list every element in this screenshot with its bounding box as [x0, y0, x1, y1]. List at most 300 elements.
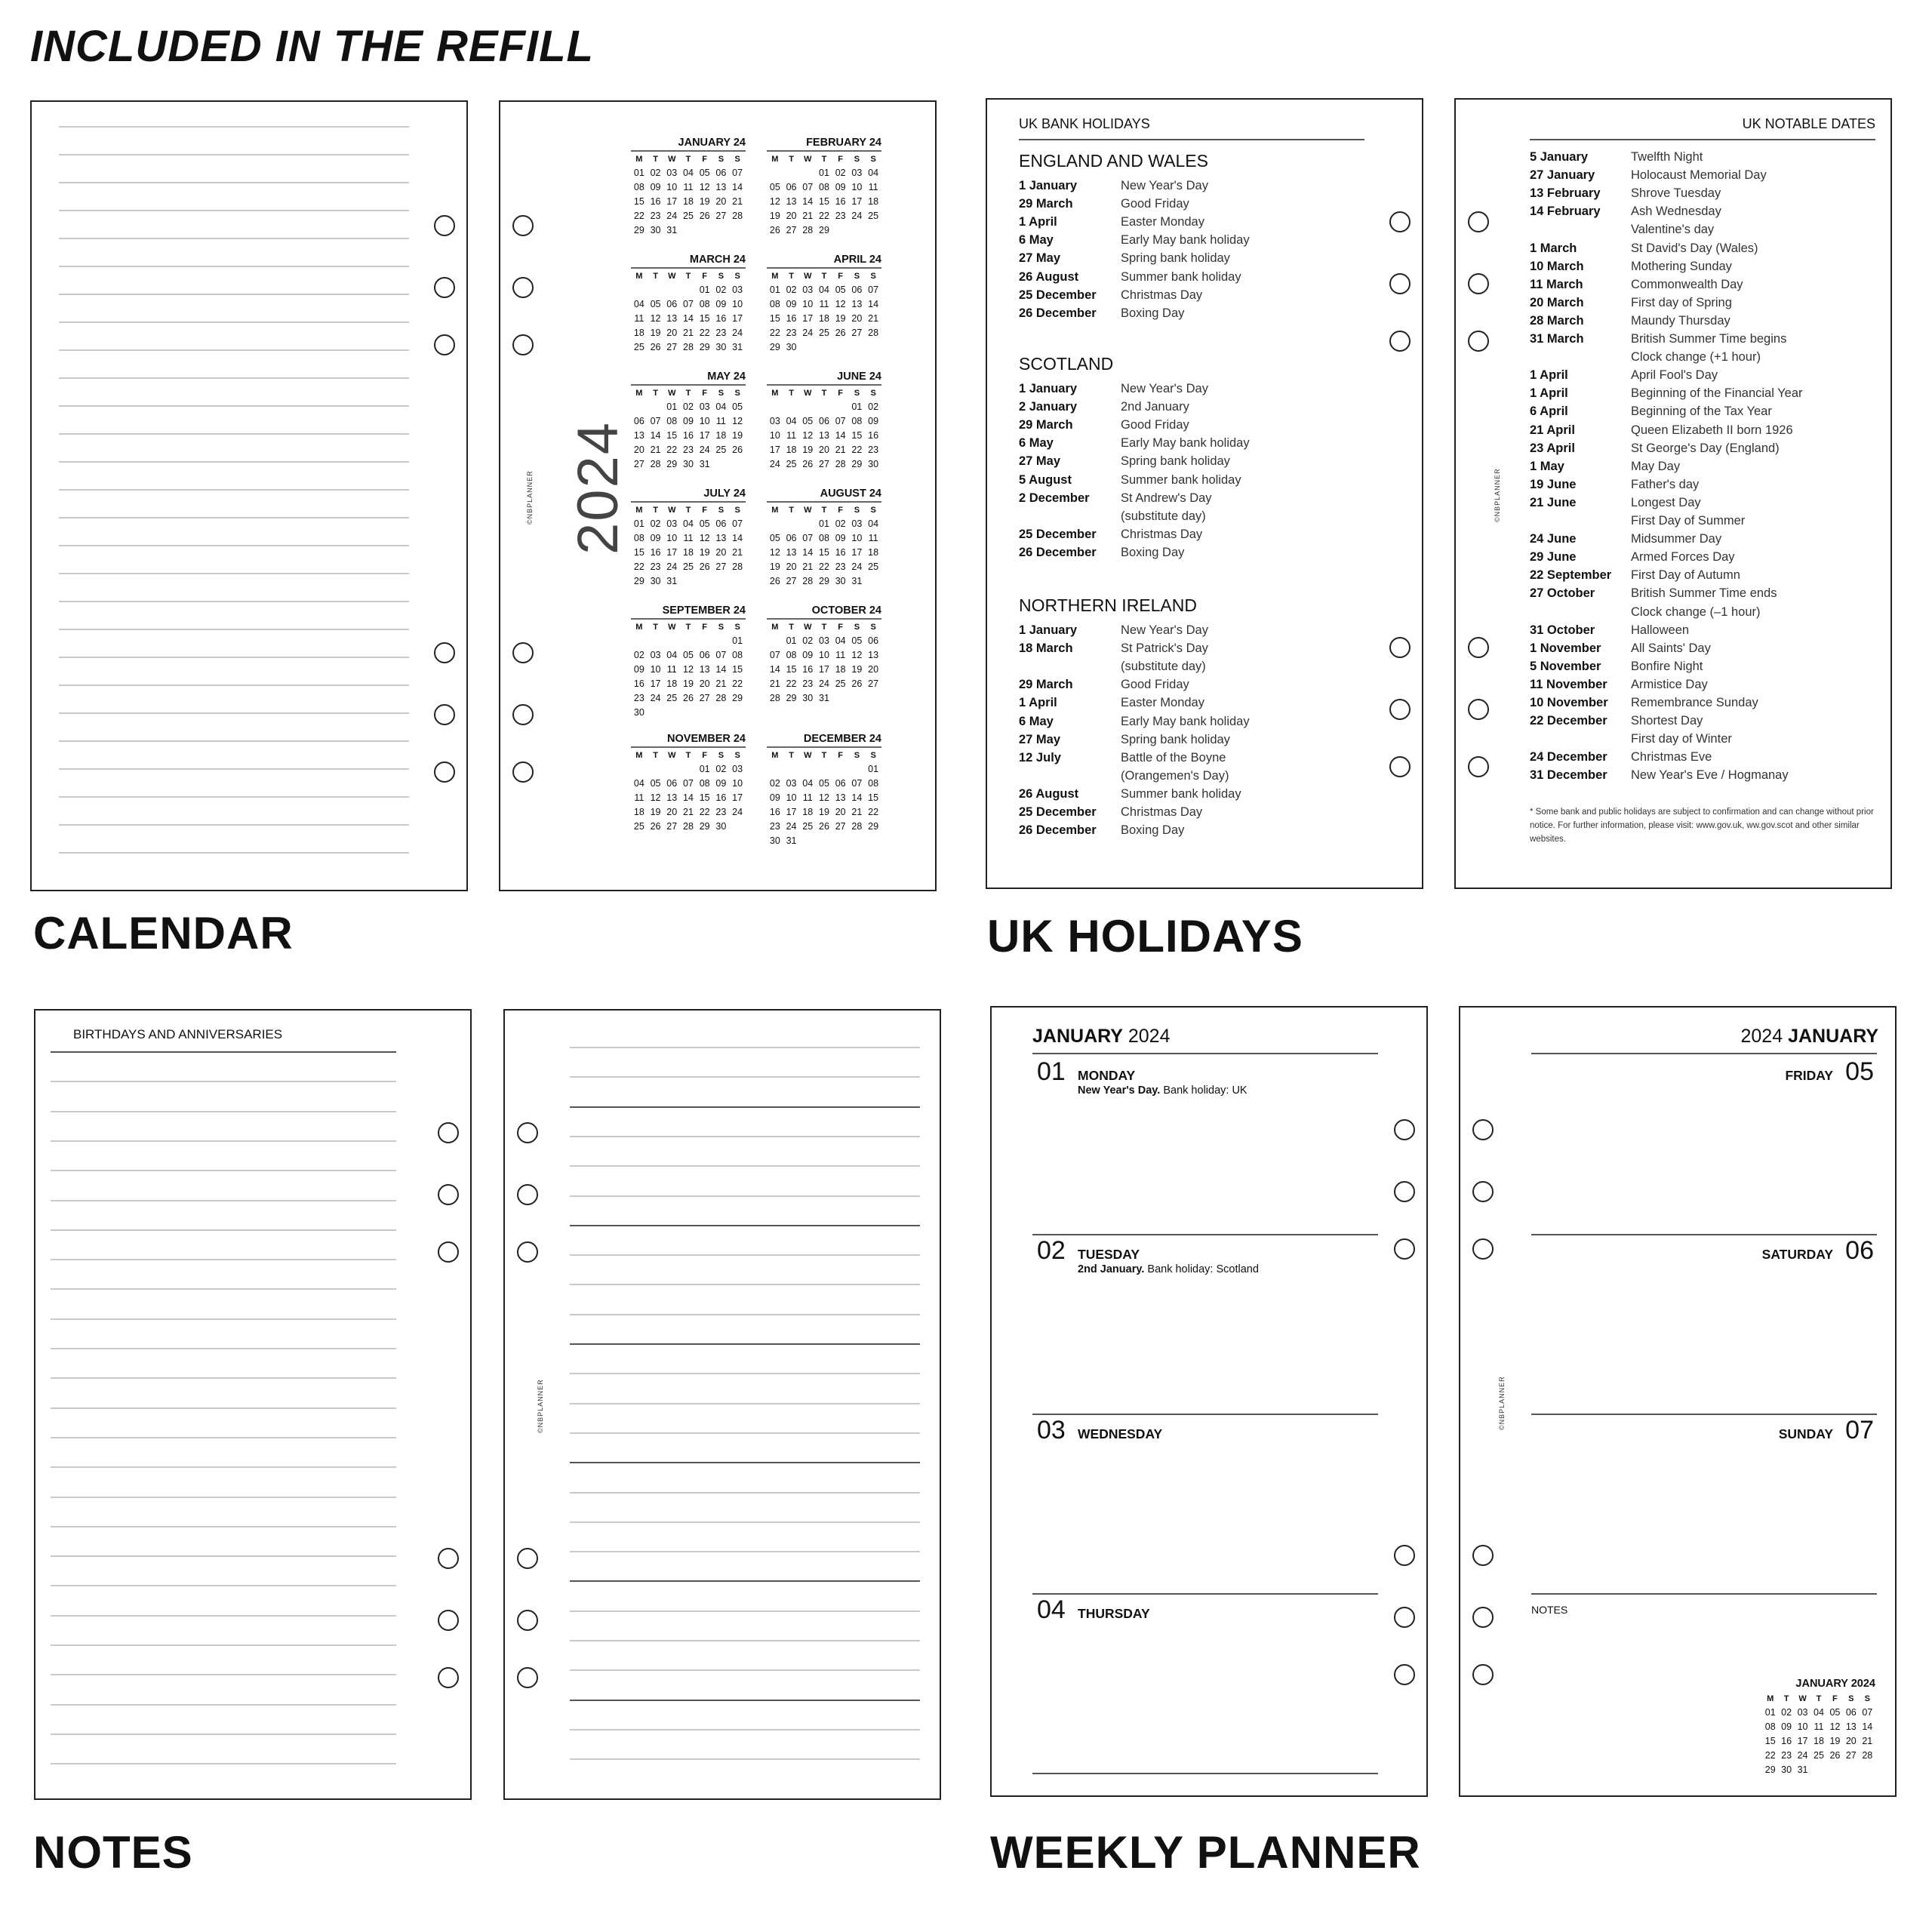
- punch-hole-icon: [1394, 1238, 1415, 1260]
- day-cell: 03: [666, 167, 678, 178]
- day-cell: 11: [868, 181, 878, 192]
- day-cell: 16: [683, 429, 694, 441]
- month-grid: [767, 387, 881, 471]
- weekday-cell: T: [685, 389, 691, 398]
- day-cell: 23: [868, 444, 879, 455]
- notable-name: All Saints' Day: [1631, 641, 1711, 655]
- day-cell: [663, 633, 680, 648]
- weekly-right-page: [1459, 1006, 1897, 1797]
- holiday-name: Summer bank holiday: [1121, 786, 1241, 801]
- ruled-line: [51, 1466, 396, 1468]
- holiday-name: (substitute day): [1121, 660, 1206, 674]
- day-cell: 14: [650, 429, 661, 441]
- day-cell: [648, 761, 664, 776]
- notable-row: [1530, 675, 1877, 694]
- notable-name: Commonwealth Day: [1631, 277, 1743, 291]
- day-cell: 25: [715, 444, 727, 455]
- day-number: 01: [1037, 1057, 1066, 1086]
- day-cell: 27: [666, 341, 678, 352]
- ruled-line: [570, 1729, 920, 1730]
- notable-row: [1530, 421, 1877, 439]
- day-cell: 23: [769, 820, 780, 832]
- day-cell: 28: [1862, 1749, 1873, 1761]
- birthdays-heading: BIRTHDAYS AND ANNIVERSARIES: [73, 1027, 283, 1041]
- day-note-text: Bank holiday: UK: [1160, 1084, 1247, 1097]
- notable-row: [1530, 766, 1877, 784]
- punch-hole-icon: [1389, 637, 1411, 658]
- day-cell: [849, 761, 866, 776]
- notable-row: [1530, 457, 1877, 475]
- ruled-line: [51, 1348, 396, 1349]
- day-cell: 10: [786, 792, 797, 803]
- day-number: 06: [1845, 1236, 1874, 1265]
- day-cell: 06: [715, 167, 727, 178]
- day-cell: 06: [851, 284, 863, 295]
- notable-name: Maundy Thursday: [1631, 313, 1730, 328]
- punch-hole-icon: [438, 1667, 459, 1688]
- punch-hole-icon: [1472, 1545, 1494, 1566]
- day-cell: 15: [699, 792, 710, 803]
- day-cell: [713, 574, 730, 588]
- day-cell: 24: [769, 458, 780, 469]
- holiday-date: 6 May: [1019, 714, 1054, 728]
- day-cell: 21: [715, 678, 727, 689]
- day-cell: 13: [819, 429, 829, 441]
- punch-hole-icon: [1472, 1607, 1494, 1628]
- notable-date: 10 November: [1530, 696, 1608, 709]
- day-cell: 27: [715, 561, 727, 572]
- day-cell: 01: [868, 763, 879, 774]
- notable-row: [1530, 220, 1877, 238]
- notable-name: Father's day: [1631, 477, 1700, 491]
- day-cell: 09: [1781, 1721, 1792, 1732]
- notable-date: 22 December: [1530, 714, 1607, 728]
- notable-date: 21 April: [1530, 423, 1575, 437]
- day-cell: 01: [699, 763, 710, 774]
- weekday-cell: T: [821, 155, 827, 164]
- day-cell: 03: [786, 777, 797, 789]
- notable-name: St George's Day (England): [1631, 441, 1780, 455]
- notable-name: Halloween: [1631, 623, 1690, 637]
- weekday-cell: M: [771, 506, 779, 515]
- day-cell: [832, 691, 849, 705]
- day-cell: 21: [835, 444, 846, 455]
- day-cell: 30: [650, 224, 661, 235]
- weekday-cell: M: [771, 623, 779, 632]
- notable-name: Mothering Sunday: [1631, 259, 1732, 273]
- day-cell: 24: [1797, 1749, 1808, 1761]
- day-cell: 20: [835, 806, 846, 817]
- day-cell: [648, 633, 664, 648]
- main-title: INCLUDED IN THE REFILL: [30, 22, 594, 71]
- notable-name: Twelfth Night: [1631, 150, 1703, 164]
- day-cell: 06: [633, 415, 645, 426]
- weekday-cell: F: [838, 155, 844, 164]
- weekday-cell: T: [685, 272, 691, 281]
- day-cell: 27: [786, 224, 797, 235]
- day-cell: 28: [769, 692, 780, 703]
- day-cell: 07: [732, 518, 743, 529]
- holiday-row: [1019, 452, 1366, 470]
- day-cell: 23: [786, 327, 797, 338]
- weekday-cell: S: [718, 506, 724, 515]
- day-cell: 31: [1797, 1764, 1808, 1775]
- holiday-row: [1019, 657, 1366, 675]
- day-cell: 04: [1814, 1706, 1824, 1718]
- day-cell: 12: [769, 195, 780, 207]
- month-grid: [767, 621, 881, 705]
- day-cell: 13: [851, 298, 863, 309]
- day-cell: 04: [683, 167, 694, 178]
- copyright-mark: ©NBPLANNER: [1498, 1376, 1506, 1430]
- ruled-line: [59, 294, 409, 295]
- day-cell: 23: [835, 561, 846, 572]
- day-cell: [832, 340, 849, 354]
- day-cell: 07: [683, 298, 694, 309]
- day-cell: 26: [769, 575, 780, 586]
- copyright-mark: ©NBPLANNER: [526, 470, 534, 525]
- weekday-cell: T: [653, 623, 658, 632]
- day-cell: [783, 761, 800, 776]
- weekday-cell: W: [668, 623, 676, 632]
- day-cell: 13: [835, 792, 846, 803]
- day-cell: 09: [650, 181, 661, 192]
- weekday-cell: S: [718, 272, 724, 281]
- notable-name: Remembrance Sunday: [1631, 696, 1758, 709]
- ruled-line: [570, 1254, 920, 1256]
- month-grid: [767, 153, 881, 237]
- day-cell: 02: [715, 763, 727, 774]
- day-cell: 13: [715, 532, 727, 543]
- day-cell: 03: [1797, 1706, 1808, 1718]
- day-cell: 16: [835, 195, 846, 207]
- notable-name: British Summer Time ends: [1631, 586, 1777, 601]
- weekday-cell: W: [804, 751, 812, 760]
- ruled-line: [51, 1644, 396, 1646]
- punch-hole-icon: [434, 215, 455, 236]
- day-number: 05: [1845, 1057, 1874, 1086]
- day-name: FRIDAY: [1785, 1068, 1833, 1083]
- day-cell: 03: [819, 635, 829, 646]
- day-cell: 04: [715, 401, 727, 412]
- ruled-line: [570, 1373, 920, 1374]
- day-cell: 22: [666, 444, 678, 455]
- day-cell: [713, 633, 730, 648]
- day-cell: [767, 761, 783, 776]
- day-cell: [680, 705, 697, 719]
- punch-hole-icon: [512, 215, 534, 236]
- day-cell: [697, 574, 713, 588]
- day-cell: 30: [868, 458, 879, 469]
- holiday-name: Early May bank holiday: [1121, 714, 1250, 728]
- weekday-cell: S: [854, 389, 860, 398]
- ruled-line: [51, 1555, 396, 1557]
- notable-row: [1530, 639, 1877, 657]
- notable-date: 24 June: [1530, 532, 1577, 546]
- day-cell: 16: [633, 678, 645, 689]
- day-cell: 22: [732, 678, 743, 689]
- day-cell: 31: [732, 341, 743, 352]
- notable-row: [1530, 202, 1877, 220]
- punch-hole-icon: [1472, 1664, 1494, 1685]
- weekday-cell: S: [718, 155, 724, 164]
- weekday-cell: W: [804, 155, 812, 164]
- holiday-date: 6 May: [1019, 233, 1054, 248]
- month-grid: [1762, 1693, 1875, 1777]
- day-cell: 30: [769, 835, 780, 846]
- day-cell: 06: [666, 298, 678, 309]
- day-cell: 30: [802, 692, 814, 703]
- day-note: [1078, 1084, 1247, 1097]
- ruled-line: [51, 1081, 396, 1082]
- ruled-line: [570, 1076, 920, 1078]
- day-cell: 15: [819, 195, 829, 207]
- weekday-cell: W: [804, 623, 812, 632]
- holiday-date: 27 May: [1019, 732, 1061, 746]
- day-cell: 13: [868, 649, 879, 660]
- day-cell: [663, 705, 680, 719]
- notable-row: [1530, 257, 1877, 275]
- weekday-cell: W: [668, 389, 676, 398]
- ruled-line: [51, 1111, 396, 1112]
- punch-hole-icon: [438, 1122, 459, 1143]
- notable-row: [1530, 530, 1877, 548]
- day-cell: 06: [699, 649, 710, 660]
- day-cell: 22: [633, 210, 645, 221]
- notes-lined-page: [503, 1009, 941, 1800]
- day-cell: 29: [633, 575, 645, 586]
- notable-date: 31 March: [1530, 332, 1584, 346]
- day-cell: 18: [786, 444, 797, 455]
- punch-hole-icon: [1394, 1664, 1415, 1685]
- holiday-name: New Year's Day: [1121, 382, 1208, 395]
- ruled-line: [51, 1407, 396, 1409]
- day-cell: 05: [1829, 1706, 1841, 1718]
- day-cell: 10: [851, 532, 863, 543]
- day-cell: 19: [650, 806, 661, 817]
- day-cell: 12: [1829, 1721, 1841, 1732]
- day-cell: [1843, 1762, 1859, 1777]
- holiday-row: [1019, 767, 1366, 785]
- holiday-name: St Andrew's Day: [1121, 491, 1212, 505]
- month-grid: [767, 270, 881, 354]
- ruled-line: [59, 349, 409, 351]
- day-cell: 10: [650, 663, 661, 675]
- day-cell: 06: [835, 777, 846, 789]
- day-cell: 21: [868, 312, 879, 324]
- ruled-line: [570, 1551, 920, 1552]
- ruled-line: [570, 1195, 920, 1197]
- day-cell: 21: [732, 546, 743, 558]
- day-cell: 02: [715, 284, 727, 295]
- day-cell: 20: [699, 678, 710, 689]
- day-cell: 24: [666, 210, 678, 221]
- ruled-line: [51, 1674, 396, 1675]
- title-rule: [1531, 1053, 1877, 1054]
- day-cell: 10: [802, 298, 814, 309]
- week-title-left: JANUARY 2024: [1032, 1026, 1171, 1047]
- holiday-date: 1 January: [1019, 382, 1078, 395]
- day-cell: 22: [851, 444, 863, 455]
- day-cell: 29: [786, 692, 797, 703]
- weekday-cell: T: [789, 506, 794, 515]
- day-cell: 02: [650, 518, 661, 529]
- day-cell: 06: [819, 415, 829, 426]
- notable-name: Holocaust Memorial Day: [1631, 168, 1767, 183]
- notable-row: [1530, 312, 1877, 330]
- day-cell: 11: [835, 649, 846, 660]
- notable-name: First day of Winter: [1631, 732, 1732, 746]
- day-cell: 31: [666, 575, 678, 586]
- day-cell: 14: [851, 792, 863, 803]
- day-cell: 07: [868, 284, 879, 295]
- day-cell: [713, 705, 730, 719]
- punch-hole-icon: [1472, 1181, 1494, 1202]
- day-cell: 03: [650, 649, 661, 660]
- day-cell: 17: [732, 312, 743, 324]
- notable-name: New Year's Eve / Hogmanay: [1631, 768, 1789, 783]
- weekday-cell: S: [1848, 1694, 1854, 1703]
- day-cell: 03: [666, 518, 678, 529]
- day-cell: 07: [802, 181, 814, 192]
- day-cell: 29: [699, 341, 710, 352]
- holiday-date: 5 August: [1019, 472, 1072, 487]
- ruled-line: [59, 154, 409, 155]
- day-cell: 01: [769, 284, 780, 295]
- punch-hole-icon: [1472, 1119, 1494, 1140]
- day-cell: 19: [819, 806, 829, 817]
- notable-name: May Day: [1631, 459, 1681, 473]
- holiday-name: Good Friday: [1121, 197, 1189, 211]
- day-name: THURSDAY: [1078, 1606, 1150, 1621]
- holiday-date: 1 January: [1019, 623, 1078, 637]
- weekday-cell: S: [734, 506, 740, 515]
- ruled-line: [570, 1343, 920, 1345]
- holiday-row: [1019, 195, 1366, 213]
- holiday-name: Easter Monday: [1121, 215, 1204, 229]
- day-cell: 01: [633, 518, 645, 529]
- day-cell: [680, 633, 697, 648]
- day-cell: 17: [786, 806, 797, 817]
- day-note-bold: 2nd January.: [1078, 1263, 1145, 1275]
- day-cell: 10: [819, 649, 829, 660]
- day-cell: 12: [699, 181, 710, 192]
- ruled-line: [59, 126, 409, 128]
- day-cell: 01: [1764, 1706, 1776, 1718]
- day-cell: 15: [819, 546, 829, 558]
- notable-row: [1530, 621, 1877, 639]
- punch-hole-icon: [517, 1184, 538, 1205]
- notable-name: Valentine's day: [1631, 223, 1715, 237]
- day-cell: [729, 574, 746, 588]
- day-cell: 27: [666, 820, 678, 832]
- day-cell: 20: [666, 327, 678, 338]
- day-cell: 08: [786, 649, 797, 660]
- ruled-line: [59, 266, 409, 267]
- day-cell: 08: [851, 415, 863, 426]
- day-cell: 02: [633, 649, 645, 660]
- notable-dates-heading: UK NOTABLE DATES: [1742, 116, 1875, 131]
- ruled-line: [51, 1585, 396, 1586]
- day-cell: 20: [786, 561, 797, 572]
- day-cell: 27: [819, 458, 829, 469]
- day-cell: 06: [868, 635, 879, 646]
- notable-date: 6 April: [1530, 405, 1568, 419]
- weekday-cell: F: [702, 155, 708, 164]
- day-cell: 23: [1781, 1749, 1792, 1761]
- day-cell: 08: [699, 298, 710, 309]
- day-cell: 16: [786, 312, 797, 324]
- day-cell: 28: [835, 458, 846, 469]
- day-cell: 22: [786, 678, 797, 689]
- weekday-cell: T: [685, 155, 691, 164]
- weekday-cell: W: [804, 272, 812, 281]
- holiday-row: [1019, 268, 1366, 286]
- day-cell: 10: [666, 532, 678, 543]
- holiday-row: [1019, 731, 1366, 749]
- day-cell: 08: [699, 777, 710, 789]
- day-cell: 12: [732, 415, 743, 426]
- day-number: 04: [1037, 1595, 1066, 1624]
- holiday-name: (Orangemen's Day): [1121, 768, 1229, 783]
- ruled-line: [59, 768, 409, 770]
- day-cell: 12: [819, 792, 829, 803]
- holiday-name: Christmas Day: [1121, 805, 1203, 819]
- holiday-name: Early May bank holiday: [1121, 233, 1250, 248]
- day-cell: 09: [868, 415, 879, 426]
- notable-date: 28 March: [1530, 313, 1584, 328]
- day-cell: 26: [1829, 1749, 1841, 1761]
- holiday-name: Spring bank holiday: [1121, 454, 1230, 469]
- day-cell: 07: [835, 415, 846, 426]
- weekday-cell: S: [734, 272, 740, 281]
- day-cell: 24: [851, 561, 863, 572]
- day-cell: 24: [666, 561, 678, 572]
- day-cell: 23: [650, 561, 661, 572]
- day-cell: 02: [802, 635, 814, 646]
- punch-hole-icon: [517, 1667, 538, 1688]
- day-cell: 07: [715, 649, 727, 660]
- day-cell: 19: [732, 429, 743, 441]
- punch-hole-icon: [1394, 1545, 1415, 1566]
- day-cell: 01: [732, 635, 743, 646]
- day-cell: 04: [868, 167, 879, 178]
- notable-name: Queen Elizabeth II born 1926: [1631, 423, 1793, 437]
- day-cell: 31: [851, 575, 863, 586]
- day-rule: [1531, 1234, 1877, 1235]
- day-cell: [631, 633, 648, 648]
- day-cell: 14: [683, 792, 694, 803]
- day-cell: [816, 761, 832, 776]
- day-cell: 14: [868, 298, 879, 309]
- day-cell: 31: [699, 458, 710, 469]
- day-cell: 10: [699, 415, 710, 426]
- day-cell: 04: [819, 284, 829, 295]
- weekday-cell: F: [1832, 1694, 1838, 1703]
- day-cell: 03: [732, 763, 743, 774]
- year-calendar-page: [499, 100, 937, 891]
- notable-row: [1530, 748, 1877, 766]
- ruled-line: [570, 1047, 920, 1048]
- day-cell: 05: [650, 298, 661, 309]
- day-cell: 01: [786, 635, 797, 646]
- day-cell: 22: [633, 561, 645, 572]
- holiday-section-title: ENGLAND AND WALES: [1019, 151, 1208, 171]
- day-cell: 24: [802, 327, 814, 338]
- day-cell: 17: [1797, 1735, 1808, 1746]
- holiday-name: Battle of the Boyne: [1121, 750, 1226, 764]
- day-cell: 14: [715, 663, 727, 675]
